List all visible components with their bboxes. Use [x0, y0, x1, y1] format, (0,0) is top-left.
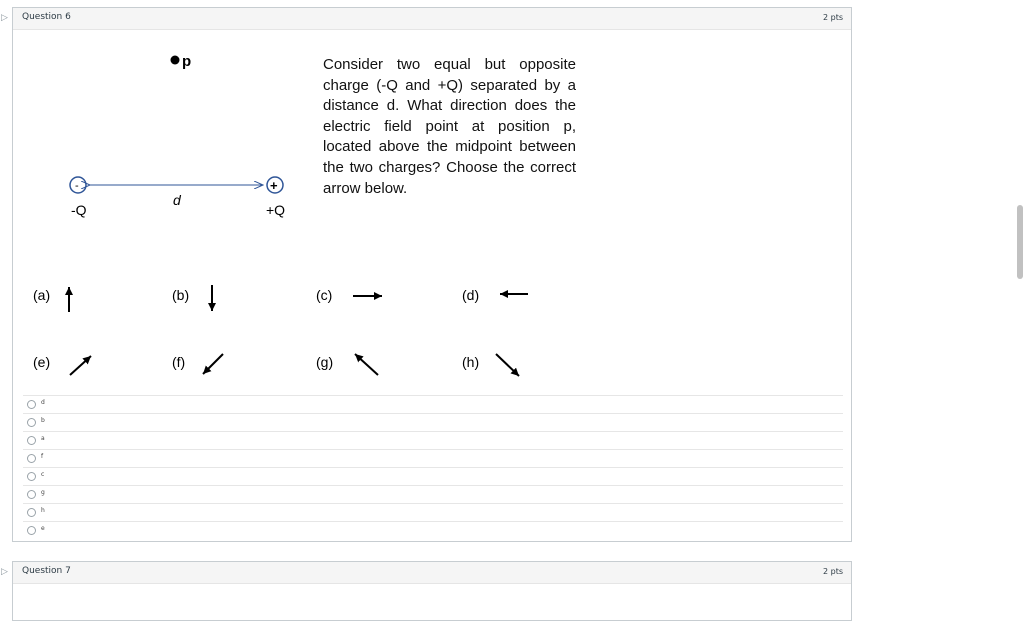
question-6-points: 2 pts [822, 13, 843, 22]
answer-label: b [41, 417, 45, 424]
answer-label: f [41, 453, 44, 460]
answer-label: d [41, 399, 45, 406]
point-p-label: p [182, 53, 192, 70]
question-6-title: Question 6 [22, 12, 71, 22]
answer-option[interactable] [23, 485, 843, 503]
answer-option[interactable] [23, 431, 843, 449]
radio-button[interactable] [27, 454, 36, 463]
page-scrollbar[interactable] [1017, 205, 1023, 279]
question-6-header [1, 8, 851, 30]
positive-charge-sign: + [270, 178, 278, 193]
answer-option[interactable] [23, 467, 843, 485]
answer-option[interactable] [23, 521, 843, 539]
negative-charge-label: -Q [71, 202, 87, 218]
flag-icon[interactable]: ▷ [1, 13, 8, 23]
question-7-title: Question 7 [22, 566, 71, 576]
radio-button[interactable] [27, 526, 36, 535]
answer-list [23, 395, 843, 539]
answer-label: c [41, 471, 45, 478]
negative-charge-sign: - [75, 180, 79, 192]
option-label-f: (f) [172, 354, 186, 370]
answer-option[interactable] [23, 503, 843, 521]
radio-button[interactable] [27, 400, 36, 409]
option-label-d: (d) [462, 287, 480, 303]
question-7-card [1, 561, 852, 621]
flag-icon[interactable]: ▷ [1, 567, 8, 577]
arrow-down-left-icon [203, 354, 223, 374]
answer-option[interactable] [23, 413, 843, 431]
question-7-header [1, 562, 851, 584]
answer-option[interactable] [23, 449, 843, 467]
answer-label: e [41, 525, 45, 532]
point-p-dot [171, 56, 180, 65]
option-label-b: (b) [172, 287, 190, 303]
answer-option[interactable] [23, 395, 843, 413]
option-label-h: (h) [462, 354, 480, 370]
distance-label: d [173, 192, 181, 208]
positive-charge-label: +Q [266, 202, 286, 218]
arrow-down-right-icon [496, 354, 519, 376]
option-label-c: (c) [316, 287, 333, 303]
answer-label: a [41, 435, 45, 442]
option-label-a: (a) [33, 287, 51, 303]
radio-button[interactable] [27, 418, 36, 427]
arrow-up-right-icon [70, 356, 91, 375]
option-label-e: (e) [33, 354, 51, 370]
arrow-up-left-icon [355, 354, 378, 375]
radio-button[interactable] [27, 490, 36, 499]
question-6-card [1, 7, 852, 542]
answer-label: g [41, 489, 45, 496]
radio-button[interactable] [27, 436, 36, 445]
answer-label: h [41, 507, 45, 514]
radio-button[interactable] [27, 472, 36, 481]
question-6-text: Consider two equal but opposite charge (-Q and +Q) separated by a distance d. What direction does the electric field point at position p, located above the midpoint between the two charges? Choose the correct arrow below. [323, 56, 576, 197]
option-label-g: (g) [316, 354, 334, 370]
radio-button[interactable] [27, 508, 36, 517]
question-7-points: 2 pts [822, 567, 843, 576]
